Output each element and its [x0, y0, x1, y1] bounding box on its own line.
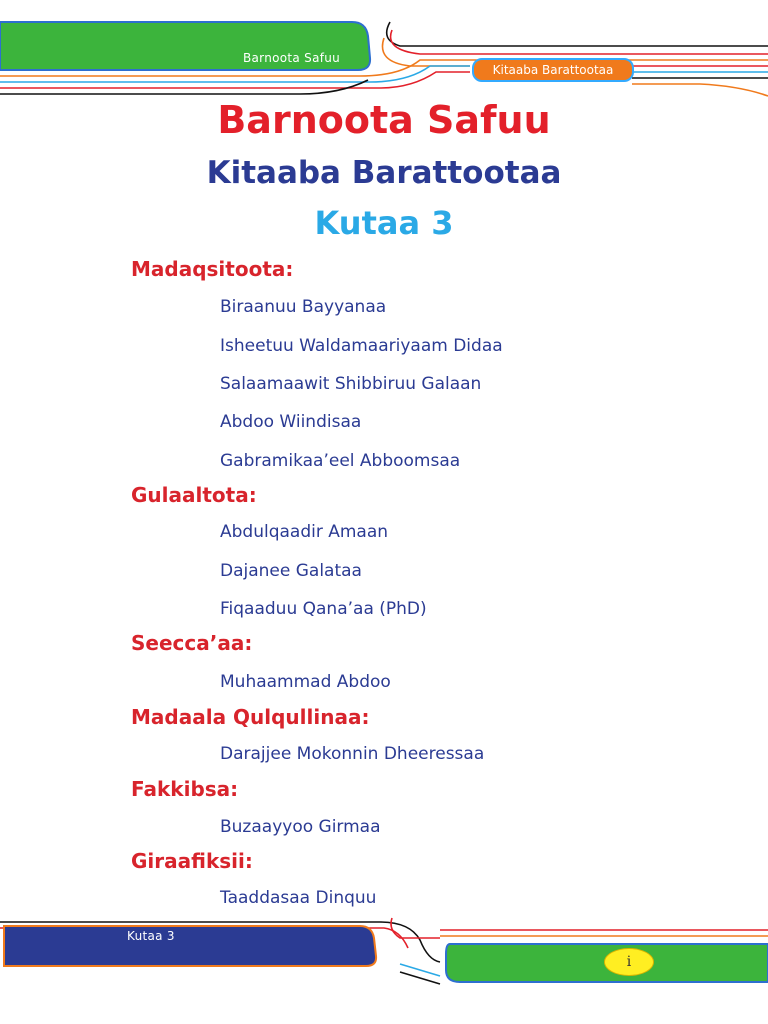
section-heading-editors: Gulaaltota:	[131, 483, 257, 507]
footer-grade-label: Kutaa 3	[127, 929, 175, 943]
credit-name: Fiqaaduu Qana’aa (PhD)	[220, 599, 427, 619]
credit-name: Isheetuu Waldamaariyaam Didaa	[220, 336, 503, 356]
book-title: Barnoota Safuu	[217, 98, 551, 142]
section-heading-illustration: Fakkibsa:	[131, 777, 239, 801]
header-tab-label: Barnoota Safuu	[243, 51, 341, 65]
footer-navy-tab	[4, 926, 376, 966]
credit-name: Abdulqaadir Amaan	[220, 522, 389, 542]
header-book-pill: Kitaaba Barattootaa	[472, 58, 634, 82]
credit-name: Taaddasaa Dinquu	[220, 888, 377, 908]
section-heading-writers: Madaqsitoota:	[131, 257, 294, 281]
credit-name: Abdoo Wiindisaa	[220, 412, 362, 432]
credit-name: Darajjee Mokonnin Dheeressaa	[220, 744, 485, 764]
credit-name: Gabramikaa’eel Abboomsaa	[220, 451, 461, 471]
credit-name: Buzaayyoo Girmaa	[220, 817, 381, 837]
credit-name: Biraanuu Bayyanaa	[220, 297, 387, 317]
credit-name: Muhaammad Abdoo	[220, 672, 391, 692]
page-number: i	[604, 948, 654, 976]
grade-label: Kutaa 3	[314, 204, 454, 242]
section-heading-quality: Madaala Qulqullinaa:	[131, 705, 370, 729]
credit-name: Salaamaawit Shibbiruu Galaan	[220, 374, 482, 394]
section-heading-graphics: Giraafiksii:	[131, 849, 253, 873]
credit-name: Dajanee Galataa	[220, 561, 362, 581]
book-subtitle: Kitaaba Barattootaa	[206, 155, 562, 191]
section-heading-reviewer: Seecca’aa:	[131, 631, 253, 655]
